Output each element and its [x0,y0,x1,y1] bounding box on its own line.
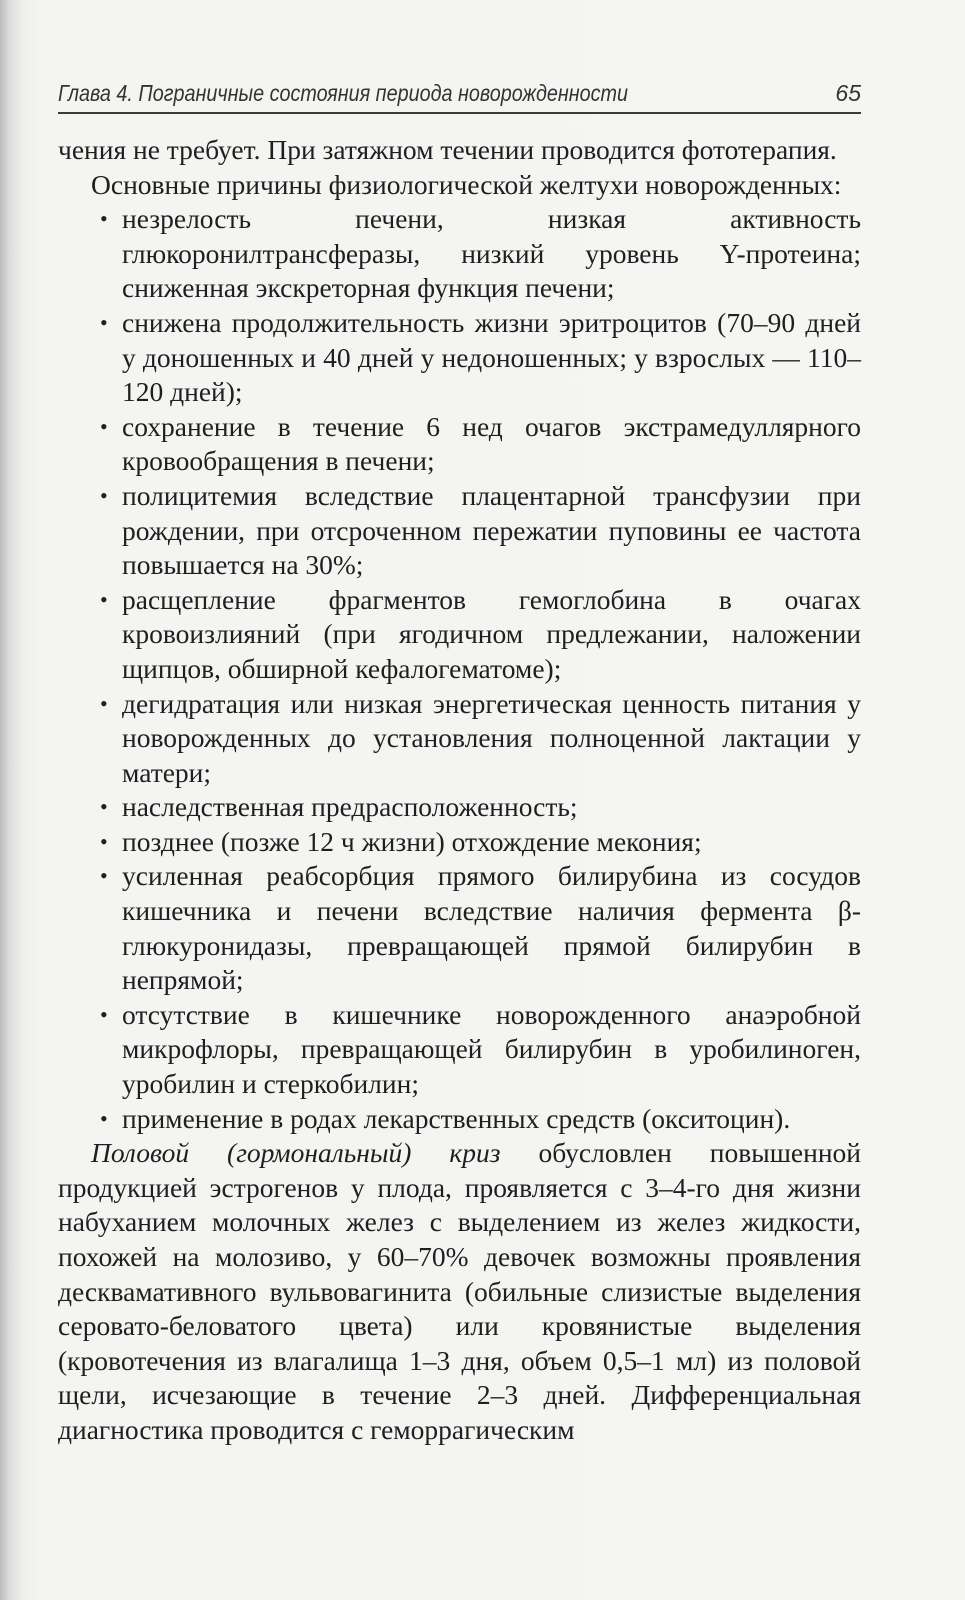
paragraph-hormonal-crisis-text: обусловлен повышенной продукцией эстрогенов у плода, проявляется с 3–4-го дня жизни набуханием молочных желез с выделением из желез жидкости, похожей на молозиво, у 60–70% девочек возможны проявления десквамативного вульвовагинита (обильные слизистые выделения серовато-беловатого цвета) или кровянистые выделения (кровотечения из влагалища 1–3 дня, объем 0,5–1 мл) из половой щели, исчезающие в течение 2–3 дней. Дифференциальная диагностика проводится с геморрагическим [58,1137,861,1445]
causes-list [58,202,861,1136]
bullet-icon: • [100,206,108,232]
bullet-icon: • [100,413,108,439]
list-item-text: дегидратация или низкая энергетическая ценность питания у новорожденных до установления полноценной лактации у матери; [122,687,861,788]
bullet-icon: • [100,309,108,335]
list-item-text: сохранение в течение 6 нед очагов экстрамедуллярного кровообращения в печени; [122,410,861,477]
running-header [58,80,861,114]
bullet-icon: • [100,482,108,508]
list-item [100,1102,861,1137]
bullet-icon: • [100,1001,108,1027]
list-item [100,859,861,997]
bullet-icon: • [100,794,108,820]
list-item [100,410,861,479]
bullet-icon: • [100,863,108,889]
list-item [100,583,861,687]
page-number: 65 [835,80,861,106]
list-item-text: снижена продолжительность жизни эритроцитов (70–90 дней у доношенных и 40 дней у недоношенных; у взрослых — 110–120 дней); [122,306,861,408]
list-item-text: позднее (позже 12 ч жизни) отхождение мекония; [122,825,702,857]
page-body [58,133,861,1448]
bullet-icon: • [100,586,108,612]
chapter-title: Глава 4. Пограничные состояния периода новорожденности [58,80,629,106]
list-item-text: незрелость печени, низкая активность глюкоронилтрансферазы, низкий уровень Y-протеина; сниженная экскреторная функция печени; [122,203,861,304]
list-item [100,479,861,583]
list-item-text: применение в родах лекарственных средств (окситоцин). [122,1102,791,1134]
bullet-icon: • [100,828,108,854]
list-item-text: наследственная предрасположенность; [122,791,578,823]
list-item [100,825,861,860]
bullet-icon: • [100,690,108,716]
list-item-text: усиленная реабсорбция прямого билирубина из сосудов кишечника и печени вследствие наличия фермента β-глюкуронидазы, превращающей прямой билирубин в непрямой; [122,860,861,996]
list-item-text: полицитемия вследствие плацентарной трансфузии при рождении, при отсроченном пережатии пуповины ее частота повышается на 30%; [122,479,861,581]
list-item [100,306,861,410]
paragraph-continuation: чения не требует. При затяжном течении проводится фототерапия. [58,134,837,165]
list-item [100,790,861,825]
paragraph-causes-intro: Основные причины физиологической желтухи новорожденных: [91,168,842,200]
list-item-text: расщепление фрагментов гемоглобина в очагах кровоизлияний (при ягодичном предлежании, наложении щипцов, обширной кефалогематоме); [122,583,861,684]
list-item [100,998,861,1102]
list-item [100,202,861,306]
paragraph-hormonal-crisis [58,1136,861,1447]
list-item-text: отсутствие в кишечнике новорожденного анаэробной микрофлоры, превращающей билирубин в уробилиноген, уробилин и стеркобилин; [122,998,861,1100]
bullet-icon: • [100,1105,108,1131]
list-item [100,687,861,791]
term-hormonal-crisis: Половой (гормональный) криз [91,1137,501,1169]
